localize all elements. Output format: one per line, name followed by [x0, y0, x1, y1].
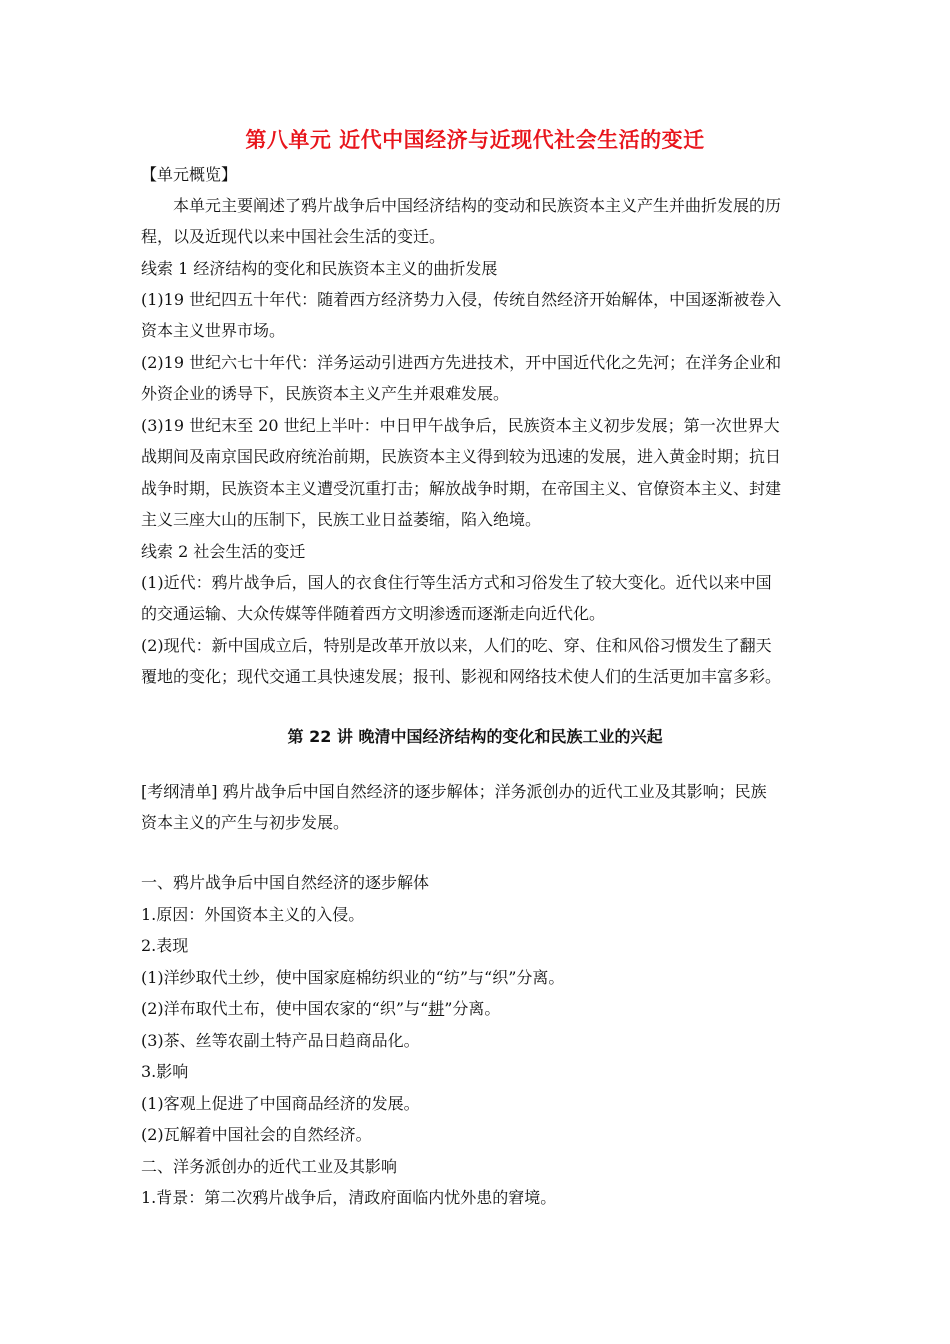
section-heading: 一、鸦片战争后中国自然经济的逐步解体 [141, 873, 430, 892]
list-item: 1.背景：第二次鸦片战争后，清政府面临内忧外患的窘境。 [141, 1188, 557, 1207]
section-heading: 二、洋务派创办的近代工业及其影响 [141, 1157, 398, 1176]
clue2-paragraph-line: (1)近代：鸦片战争后，国人的衣食住行等生活方式和习俗发生了较大变化。近代以来中国 [141, 573, 772, 592]
list-item: (1)洋纱取代土纱，使中国家庭棉纺织业的“纺”与“织”分离。 [141, 968, 565, 987]
list-item: (3)茶、丝等农副土特产品日趋商品化。 [141, 1031, 420, 1050]
underlined-word: 耕 [428, 999, 445, 1018]
clue1-paragraph-line: 主义三座大山的压制下，民族工业日益萎缩，陷入绝境。 [141, 510, 542, 529]
outline-line: 资本主义的产生与初步发展。 [141, 813, 350, 832]
list-item: (1)客观上促进了中国商品经济的发展。 [141, 1094, 420, 1113]
clue1-paragraph-line: (1)19 世纪四五十年代：随着西方经济势力入侵，传统自然经济开始解体，中国逐渐被卷入 [141, 290, 782, 309]
clue2-paragraph-line: 的交通运输、大众传媒等伴随着西方文明渗透而逐渐走向近代化。 [141, 604, 606, 623]
text-fragment: (2)洋布取代土布，使中国农家的“织”与“ [141, 999, 429, 1018]
text-fragment: ”分离。 [444, 999, 501, 1018]
clue1-paragraph-line: 外资企业的诱导下，民族资本主义产生并艰难发展。 [141, 384, 510, 403]
list-item: (2)瓦解着中国社会的自然经济。 [141, 1125, 372, 1144]
clue2-paragraph-line: (2)现代：新中国成立后，特别是改革开放以来，人们的吃、穿、住和风俗习惯发生了翻天 [141, 636, 772, 655]
clue2-heading: 线索 2 社会生活的变迁 [141, 542, 306, 561]
clue1-paragraph-line: 战期间及南京国民政府统治前期，民族资本主义得到较为迅速的发展，进入黄金时期；抗日 [141, 447, 782, 466]
unit-title: 第八单元 近代中国经济与近现代社会生活的变迁 [245, 128, 705, 152]
clue1-paragraph-line: (3)19 世纪末至 20 世纪上半叶：中日甲午战争后，民族资本主义初步发展；第一次世界大 [141, 416, 780, 435]
list-item: 2.表现 [141, 936, 189, 955]
list-item [141, 999, 821, 1019]
clue1-paragraph-line: (2)19 世纪六七十年代：洋务运动引进西方先进技术，开中国近代化之先河；在洋务企业和 [141, 353, 782, 372]
overview-heading: 【单元概览】 [141, 165, 238, 184]
outline-line: [考纲清单] 鸦片战争后中国自然经济的逐步解体；洋务派创办的近代工业及其影响；民族 [141, 782, 767, 801]
lecture-title: 第 22 讲 晚清中国经济结构的变化和民族工业的兴起 [287, 727, 663, 746]
overview-text-line: 程，以及近现代以来中国社会生活的变迁。 [141, 227, 446, 246]
list-item: 3.影响 [141, 1062, 189, 1081]
clue2-paragraph-line: 覆地的变化；现代交通工具快速发展；报刊、影视和网络技术使人们的生活更加丰富多彩。 [141, 667, 782, 686]
clue1-paragraph-line: 资本主义世界市场。 [141, 321, 286, 340]
clue1-paragraph-line: 战争时期，民族资本主义遭受沉重打击；解放战争时期，在帝国主义、官僚资本主义、封建 [141, 479, 782, 498]
list-item: 1.原因：外国资本主义的入侵。 [141, 905, 365, 924]
clue1-heading: 线索 1 经济结构的变化和民族资本主义的曲折发展 [141, 259, 498, 278]
overview-text-line: 本单元主要阐述了鸦片战争后中国经济结构的变动和民族资本主义产生并曲折发展的历 [173, 196, 782, 215]
